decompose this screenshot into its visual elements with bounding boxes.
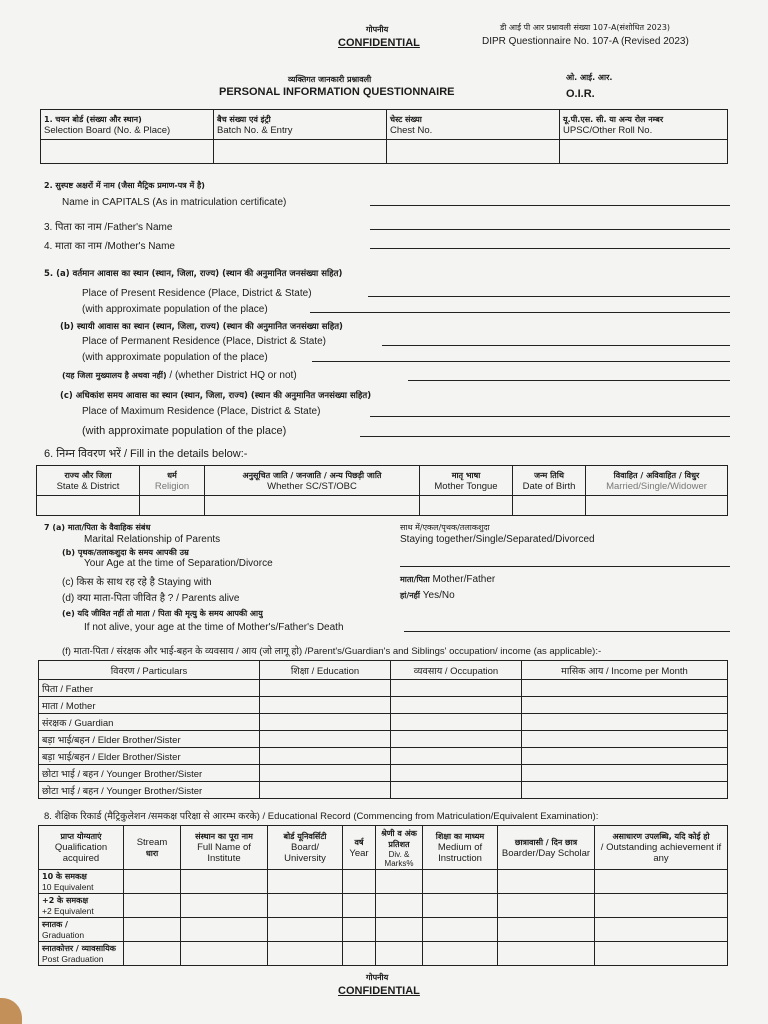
col-dob: जन्म तिथि Date of Birth xyxy=(513,466,586,496)
table-row xyxy=(39,894,728,918)
education-cell[interactable] xyxy=(260,697,391,714)
q7a-options-hindi: साथ में/एकल/पृथक/तलाकशुदा xyxy=(400,523,490,532)
q5a-population: (with approximate population of the place) xyxy=(82,304,268,315)
income-cell[interactable] xyxy=(522,697,728,714)
footer-secret-hindi: गोपनीय xyxy=(366,973,389,982)
maximum-residence-field[interactable] xyxy=(370,416,730,417)
header-particulars: विवरण / Particulars xyxy=(39,661,260,680)
col-caste: अनुसूचित जाति / जनजाति / अन्य पिछड़ी जाति Whether SC/ST/OBC xyxy=(205,466,420,496)
header-confidential: CONFIDENTIAL xyxy=(338,37,420,49)
col-selection-board: 1. चयन बोर्ड (संख्या और स्थान) Selection Board (No. & Place) xyxy=(41,110,214,140)
present-residence-field[interactable] xyxy=(368,296,730,297)
row-label: स्नातक / Graduation xyxy=(39,918,124,942)
q5c-label: Place of Maximum Residence (Place, District & State) xyxy=(82,406,321,417)
education-record-table xyxy=(38,825,728,966)
form-number-hindi: डी आई पी आर प्रश्नावली संख्या 107-A(संशोधित 2023) xyxy=(500,23,671,32)
page-title: PERSONAL INFORMATION QUESTIONNAIRE xyxy=(219,86,455,98)
header-education: शिक्षा / Education xyxy=(260,661,391,680)
marital-status-input[interactable] xyxy=(586,496,728,516)
occupation-cell[interactable] xyxy=(391,748,522,765)
caste-input[interactable] xyxy=(205,496,420,516)
income-cell[interactable] xyxy=(522,714,728,731)
page-corner-shadow xyxy=(0,998,22,1024)
table-row xyxy=(39,714,728,731)
col-state-district: राज्य और जिला State & District xyxy=(37,466,140,496)
q5c-hindi: (c) अधिकांश समय आवास का स्थान (स्थान, जिला, राज्य) (स्थान की अनुमानित जनसंख्या सहित) xyxy=(60,391,372,401)
roll-no-input[interactable] xyxy=(560,140,728,164)
income-cell[interactable] xyxy=(522,782,728,799)
row-label: बड़ा भाई/बहन / Elder Brother/Sister xyxy=(39,731,260,748)
batch-no-input[interactable] xyxy=(214,140,387,164)
row-label: स्नातकोत्तर / व्यावसायिक Post Graduation xyxy=(39,942,124,966)
father-name-field[interactable] xyxy=(370,229,730,230)
q7d-options: हां/नहीं Yes/No xyxy=(400,590,455,601)
oir-hindi: ओ. आई. आर. xyxy=(566,73,613,82)
selection-board-table xyxy=(40,109,728,164)
q2-hindi: 2. सुस्पष्ट अक्षरों में नाम (जैसा मैट्रिक प्रमाण-पत्र में है) xyxy=(44,181,205,190)
maximum-population-field[interactable] xyxy=(360,436,730,437)
title-hindi: व्यक्तिगत जानकारी प्रश्नावली xyxy=(288,75,372,84)
q2-label: Name in CAPITALS (As in matriculation certificate) xyxy=(62,197,287,208)
row-label: +2 के समकक्ष +2 Equivalent xyxy=(39,894,124,918)
permanent-population-field[interactable] xyxy=(312,361,730,362)
family-occupation-table xyxy=(38,660,728,799)
col-batch-no: बैच संख्या एवं इंट्री Batch No. & Entry xyxy=(214,110,387,140)
q7d-label: (d) क्या माता-पिता जीवित है ? / Parents alive xyxy=(62,593,240,604)
table-row xyxy=(39,765,728,782)
selection-board-input[interactable] xyxy=(41,140,214,164)
row-label: बड़ा भाई/बहन / Elder Brother/Sister xyxy=(39,748,260,765)
q7e-hindi: (e) यदि जीवित नहीं तो माता / पिता की मृत्यु के समय आपकी आयु xyxy=(62,609,263,618)
table-row xyxy=(39,782,728,799)
education-cell[interactable] xyxy=(260,765,391,782)
q7a-hindi: 7 (a) माता/पिता के वैवाहिक संबंध xyxy=(44,523,151,532)
q7c-label: (c) किस के साथ रह रहे है Staying with xyxy=(62,577,212,588)
table-row xyxy=(39,942,728,966)
table-row xyxy=(39,697,728,714)
q8-title: 8. शैक्षिक रिकार्ड (मैट्रिकुलेशन /समकक्ष परिक्षा से आरम्भ करके) / Educational Record (Commencing from Matriculation/Equivalent Examination): xyxy=(44,811,599,822)
education-cell[interactable] xyxy=(260,731,391,748)
oir-label: O.I.R. xyxy=(566,88,595,100)
present-population-field[interactable] xyxy=(310,312,730,313)
col-medium: शिक्षा का माध्यम Medium of Instruction xyxy=(423,826,498,870)
col-qualification: प्राप्त योग्यताएं Qualification acquired xyxy=(39,826,124,870)
income-cell[interactable] xyxy=(522,731,728,748)
col-year: वर्ष Year xyxy=(343,826,376,870)
income-cell[interactable] xyxy=(522,680,728,697)
table-row xyxy=(39,918,728,942)
education-cell[interactable] xyxy=(260,714,391,731)
q7e-label: If not alive, your age at the time of Mother's/Father's Death xyxy=(84,622,344,633)
footer-confidential: CONFIDENTIAL xyxy=(338,985,420,997)
form-number: DIPR Questionnaire No. 107-A (Revised 2023) xyxy=(482,36,689,47)
death-age-field[interactable] xyxy=(404,631,730,632)
occupation-cell[interactable] xyxy=(391,731,522,748)
chest-no-input[interactable] xyxy=(387,140,560,164)
q7a-label: Marital Relationship of Parents xyxy=(84,534,221,545)
row-label: 10 के समकक्ष 10 Equivalent xyxy=(39,870,124,894)
header-occupation: व्यवसाय / Occupation xyxy=(391,661,522,680)
education-cell[interactable] xyxy=(260,680,391,697)
education-cell[interactable] xyxy=(260,782,391,799)
q5c-population: (with approximate population of the place) xyxy=(82,425,287,437)
col-achievement: असाधारण उपलब्धि, यदि कोई हो / Outstanding achievement if any xyxy=(595,826,728,870)
income-cell[interactable] xyxy=(522,765,728,782)
q5b-label: Place of Permanent Residence (Place, District & State) xyxy=(82,336,326,347)
education-cell[interactable] xyxy=(260,748,391,765)
col-mother-tongue: मातृ भाषा Mother Tongue xyxy=(420,466,513,496)
separation-age-field[interactable] xyxy=(400,566,730,567)
header-secret-hindi: गोपनीय xyxy=(366,25,389,34)
col-division: श्रेणी व अंक प्रतिशत Div. & Marks% xyxy=(376,826,423,870)
q3-label: 3. पिता का नाम /Father's Name xyxy=(44,222,173,233)
q7a-options: Staying together/Single/Separated/Divorced xyxy=(400,534,595,545)
row-label: पिता / Father xyxy=(39,680,260,697)
table-row xyxy=(39,748,728,765)
table-row xyxy=(39,731,728,748)
col-roll-no: यू.पी.एस. सी. या अन्य रोल नम्बर UPSC/Other Roll No. xyxy=(560,110,728,140)
personal-details-table xyxy=(36,465,728,516)
q5b-population: (with approximate population of the place) xyxy=(82,352,268,363)
permanent-residence-field[interactable] xyxy=(382,345,730,346)
occupation-cell[interactable] xyxy=(391,697,522,714)
occupation-cell[interactable] xyxy=(391,765,522,782)
income-cell[interactable] xyxy=(522,748,728,765)
row-label: संरक्षक / Guardian xyxy=(39,714,260,731)
state-district-input[interactable] xyxy=(37,496,140,516)
q7f-label: (f) माता-पिता / संरक्षक और भाई-बहन के व्यवसाय / आय (जो लागू हो) /Parent's/Guardian's and Siblings' occupation/ income (as applicable):- xyxy=(62,646,602,657)
q7b-hindi: (b) पृथक/तलाकशुदा के समय आपकी उम्र xyxy=(62,548,189,557)
col-boarder: छात्रावासी / दिन छात्र Boarder/Day Scholar xyxy=(498,826,595,870)
header-income: मासिक आय / Income per Month xyxy=(522,661,728,680)
q5a-hindi: 5. (a) वर्तमान आवास का स्थान (स्थान, जिला, राज्य) (स्थान की अनुमानित जनसंख्या सहित) xyxy=(44,269,343,279)
name-field[interactable] xyxy=(370,205,730,206)
table-row xyxy=(39,870,728,894)
q1-number: 1. xyxy=(44,114,53,124)
district-hq-field[interactable] xyxy=(408,380,730,381)
col-stream: Stream धारा xyxy=(124,826,181,870)
occupation-cell[interactable] xyxy=(391,714,522,731)
mother-name-field[interactable] xyxy=(370,248,730,249)
col-institute: संस्थान का पूरा नाम Full Name of Institute xyxy=(181,826,268,870)
col-religion: धर्म Religion xyxy=(140,466,205,496)
dob-input[interactable] xyxy=(513,496,586,516)
q7b-label: Your Age at the time of Separation/Divorce xyxy=(84,558,273,569)
col-chest-no: चेस्ट संख्या Chest No. xyxy=(387,110,560,140)
row-label: छोटा भाई / बहन / Younger Brother/Sister xyxy=(39,782,260,799)
q5-district-hq: (यह जिला मुख्यालय है अथवा नहीं) / (whether District HQ or not) xyxy=(62,370,297,381)
row-label: छोटा भाई / बहन / Younger Brother/Sister xyxy=(39,765,260,782)
q5b-hindi: (b) स्थायी आवास का स्थान (स्थान, जिला, राज्य) (स्थान की अनुमानित जनसंख्या सहित) xyxy=(60,322,343,332)
col-marital-status: विवाहित / अविवाहित / विधुर Married/Single/Widower xyxy=(586,466,728,496)
row-label: माता / Mother xyxy=(39,697,260,714)
q5a-label: Place of Present Residence (Place, District & State) xyxy=(82,288,312,299)
occupation-cell[interactable] xyxy=(391,782,522,799)
q7c-options: माता/पिता Mother/Father xyxy=(400,574,496,585)
q4-label: 4. माता का नाम /Mother's Name xyxy=(44,241,175,252)
table-row xyxy=(39,680,728,697)
mother-tongue-input[interactable] xyxy=(420,496,513,516)
col-board: बोर्ड यूनिवर्सिटी Board/ University xyxy=(268,826,343,870)
q6-title: 6. निम्न विवरण भरें / Fill in the details below:- xyxy=(44,448,248,460)
religion-input[interactable] xyxy=(140,496,205,516)
occupation-cell[interactable] xyxy=(391,680,522,697)
